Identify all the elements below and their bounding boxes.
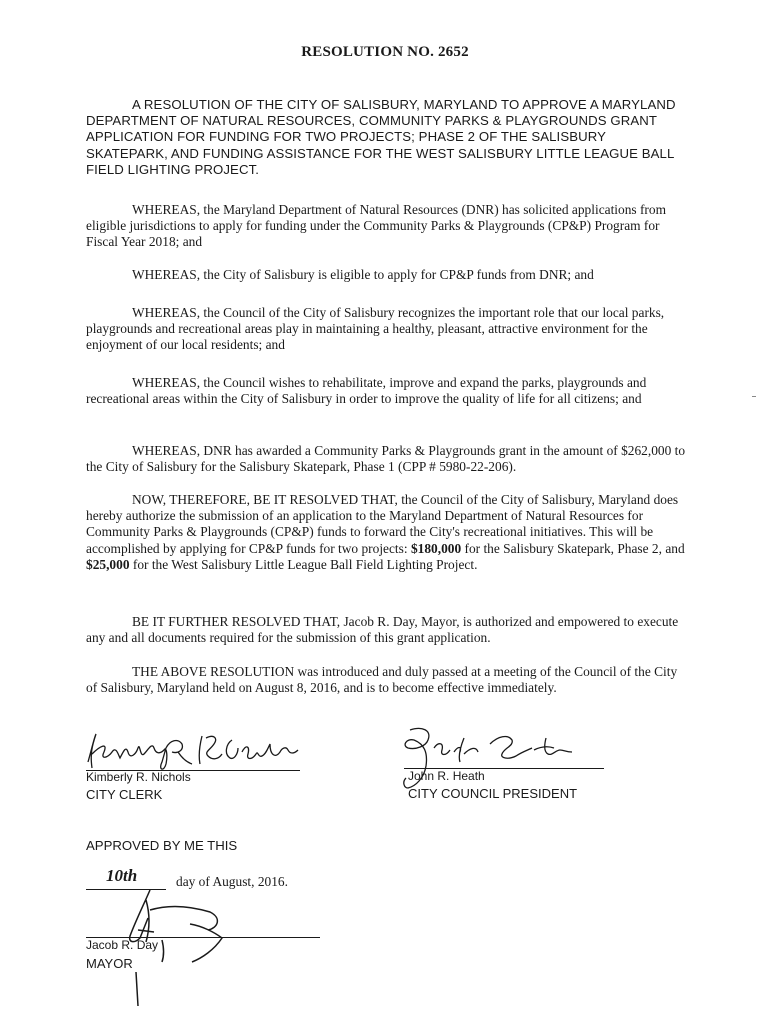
clerk-name: Kimberly R. Nichols	[86, 770, 191, 784]
resolved-text: NOW, THEREFORE, BE IT RESOLVED THAT, the Council of the City of Salisbury, Maryland does hereby authorize the submission of an application to the Maryland Department of Natural Resources for Community Parks & Playgrounds (CP&P) funds to forward the City's recreational initiatives. This will be accomplished by applying for CP&P funds for two projects:	[86, 492, 679, 556]
whereas-paragraph-5: WHEREAS, DNR has awarded a Community Parks & Playgrounds grant in the amount of $262,000 to the City of Salisbury for the Salisbury Skatepark, Phase 1 (CPP # 5980-22-206).	[86, 443, 686, 475]
document-title: RESOLUTION NO. 2652	[301, 44, 469, 60]
approval-day: 10th	[106, 866, 138, 885]
approved-label: APPROVED BY ME THIS	[86, 838, 238, 853]
passage-paragraph: THE ABOVE RESOLUTION was introduced and duly passed at a meeting of the Council of the City of Salisbury, Maryland held on August 8, 2016, and is to become effective immediately.	[86, 664, 678, 696]
whereas-paragraph-4: WHEREAS, the Council wishes to rehabilitate, improve and expand the parks, playgrounds and recreational areas within the City of Salisbury in order to improve the quality of life for all citizens; and	[86, 375, 647, 407]
mayor-name: Jacob R. Day	[86, 938, 159, 952]
resolved-paragraph	[86, 492, 686, 573]
clerk-title: CITY CLERK	[86, 787, 163, 802]
scan-edge-mark	[752, 396, 756, 397]
whereas-paragraph-1: WHEREAS, the Maryland Department of Natural Resources (DNR) has solicited applications from eligible jurisdictions to apply for funding under the Community Parks & Playgrounds (CP&P) Program for Fiscal Year 2018; and	[86, 202, 666, 250]
amount-skatepark: $180,000	[410, 540, 462, 556]
whereas-paragraph-3: WHEREAS, the Council of the City of Salisbury recognizes the important role that our local parks, playgrounds and recreational areas play in maintaining a healthy, pleasant, attractive environment for the enjoyment of our local residents; and	[86, 305, 665, 353]
president-title: CITY COUNCIL PRESIDENT	[408, 786, 578, 801]
mayor-title: MAYOR	[86, 956, 133, 971]
resolution-preamble: A RESOLUTION OF THE CITY OF SALISBURY, MARYLAND TO APPROVE A MARYLAND DEPARTMENT OF NATURAL RESOURCES, COMMUNITY PARKS & PLAYGROUNDS GRANT APPLICATION FOR FUNDING FOR TWO PROJECTS; PHASE 2 OF THE SALISBURY SKATEPARK, AND FUNDING ASSISTANCE FOR THE WEST SALISBURY LITTLE LEAGUE BALL FIELD LIGHTING PROJECT.	[86, 97, 676, 177]
whereas-paragraph-2: WHEREAS, the City of Salisbury is eligible to apply for CP&P funds from DNR; and	[132, 267, 594, 282]
president-name: John R. Heath	[408, 769, 485, 783]
project-lighting: for the West Salisbury Little League Ball Field Lighting Project.	[129, 556, 478, 572]
further-resolved-paragraph: BE IT FURTHER RESOLVED THAT, Jacob R. Day, Mayor, is authorized and empowered to execute any and all documents required for the submission of this grant application.	[86, 614, 679, 646]
clerk-signature	[82, 724, 312, 776]
amount-lighting: $25,000	[86, 556, 130, 572]
project-skatepark: for the Salisbury Skatepark, Phase 2, and	[461, 540, 685, 556]
approval-date-text: day of August, 2016.	[176, 874, 288, 889]
